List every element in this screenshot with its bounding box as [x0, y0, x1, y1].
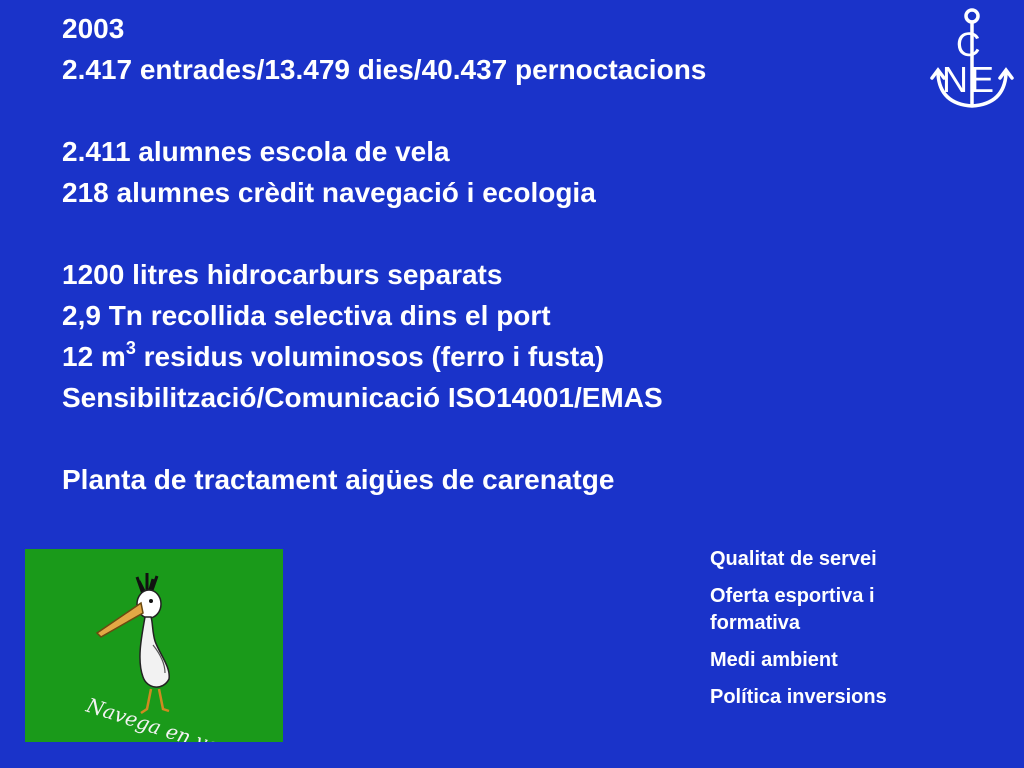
spacer: [62, 418, 892, 459]
bulky-waste-prefix: 12 m: [62, 341, 126, 372]
menu-item-investment-policy[interactable]: Política inversions: [710, 686, 887, 708]
students-credit: 218 alumnes crèdit navegació i ecologia: [62, 177, 596, 208]
side-menu: [710, 546, 1010, 721]
spacer: [62, 213, 892, 254]
selective-collection-line: 2,9 Tn recollida selectiva dins el port: [62, 300, 551, 331]
stats-line: 2.417 entrades/13.479 dies/40.437 pernoctacions: [62, 54, 707, 85]
main-text-block: [62, 8, 892, 500]
anchor-logo-icon: [926, 4, 1020, 114]
bulky-waste-suffix: residus voluminosos (ferro i fusta): [135, 341, 605, 372]
year-heading: 2003: [62, 13, 125, 44]
menu-item-quality[interactable]: Qualitat de servei: [710, 548, 877, 570]
logo-letters-ne: NE: [942, 59, 997, 100]
bulky-waste-line: [62, 336, 892, 377]
pelican-illustration: [97, 573, 169, 713]
image-caption: Navega en verd: [83, 692, 244, 742]
logo-letter-c: C: [956, 26, 981, 64]
treatment-plant-line: Planta de tractament aigües de carenatge: [62, 464, 615, 495]
hydrocarbons-line: 1200 litres hidrocarburs separats: [62, 259, 503, 290]
menu-item-sports-training[interactable]: Oferta esportiva i formativa: [710, 585, 875, 634]
bulky-waste-superscript: 3: [125, 337, 136, 358]
students-sailing: 2.411 alumnes escola de vela: [62, 136, 450, 167]
navega-en-verd-image: [25, 549, 283, 742]
awareness-line: Sensibilització/Comunicació ISO14001/EMAS: [62, 382, 663, 413]
spacer: [62, 90, 892, 131]
menu-item-environment[interactable]: Medi ambient: [710, 649, 838, 671]
